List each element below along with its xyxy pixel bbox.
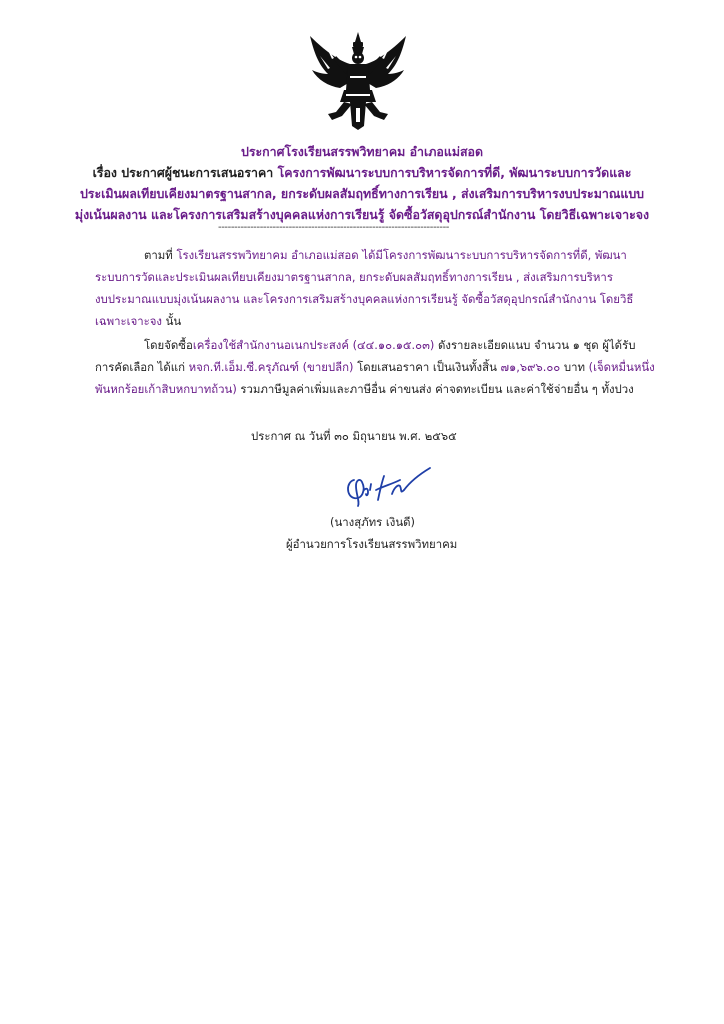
paragraph1-line1	[144, 245, 627, 266]
paragraph1-line2: ระบบการวัดและประเมินผลเทียบเคียงมาตรฐานสากล, ยกระดับผลสัมฤทธิ์ทางการเรียน , ส่งเสริมการบริหาร	[95, 270, 613, 284]
signer-title: ผู้อำนวยการโรงเรียนสรรพวิทยาคม	[286, 537, 458, 551]
p2-item: เครื่องใช้สำนักงานอเนกประสงค์ (๔๔.๑๐.๑๕.๐๓)	[192, 338, 435, 352]
p2-words1: (เจ็ดหมื่นหนึ่ง	[588, 360, 655, 374]
separator-line: ------------------------------------------------------------------------	[218, 222, 450, 233]
paragraph2-line2	[95, 357, 655, 378]
p2-vendor: หจก.ที.เอ็ม.ซี.ครุภัณฑ์ (ขายปลีก)	[188, 360, 354, 374]
subject-label: เรื่อง ประกาศผู้ชนะการเสนอราคา	[92, 165, 274, 180]
p2-l2-mid: โดยเสนอราคา เป็นเงินทั้งสิ้น	[357, 360, 497, 374]
subject-project-line3: มุ่งเน้นผลงาน และโครงการเสริมสร้างบุคคลแห่งการเรียนรู้ จัดซื้อวัสดุอุปกรณ์สำนักงาน โดยวิธีเฉพาะเจาะจง	[74, 207, 650, 222]
p2-rest: ดังรายละเอียดแนบ จำนวน ๑ ชุด ผู้ได้รับ	[437, 338, 636, 352]
p2-words2: พันหกร้อยเก้าสิบหกบาทถ้วน)	[95, 382, 237, 396]
p1-prefix: ตามที่	[144, 248, 173, 262]
announcement-title: ประกาศโรงเรียนสรรพวิทยาคม อำเภอแม่สอด	[240, 144, 484, 159]
garuda-emblem-icon	[306, 30, 410, 130]
subject-project-line1: โครงการพัฒนาระบบการบริหารจัดการที่ดี, พัฒนาระบบการวัดและ	[277, 165, 632, 180]
signature-icon	[340, 460, 432, 508]
paragraph1-line4	[95, 311, 181, 332]
paragraph1-line3: งบประมาณแบบมุ่งเน้นผลงาน และโครงการเสริมสร้างบุคคลแห่งการเรียนรู้ จัดซื้อวัสดุอุปกรณ์สำนักงาน โดยวิธี	[95, 292, 634, 306]
p2-l3-rest: รวมภาษีมูลค่าเพิ่มและภาษีอื่น ค่าขนส่ง ค่าจดทะเบียน และค่าใช้จ่ายอื่น ๆ ทั้งปวง	[240, 382, 634, 396]
p1-mid: ได้มีโครงการพัฒนาระบบการบริหารจัดการที่ดี, พัฒนา	[362, 248, 627, 262]
p1-school: โรงเรียนสรรพวิทยาคม อำเภอแม่สอด	[176, 248, 359, 262]
p1-l4-end: นั้น	[165, 314, 182, 328]
subject-project-line2: ประเมินผลเทียบเคียงมาตรฐานสากล, ยกระดับผลสัมฤทธิ์ทางการเรียน , ส่งเสริมการบริหารงบประมาณแบบ	[79, 186, 645, 201]
paragraph2-line3	[95, 379, 634, 400]
signer-name: (นางสุภัทร เงินดี)	[330, 515, 415, 529]
date-line	[251, 426, 457, 447]
announcement-subject	[60, 162, 664, 183]
p2-amount: ๗๑,๖๙๖.๐๐	[500, 360, 561, 374]
paragraph2-line1	[144, 335, 635, 356]
p2-baht: บาท	[563, 360, 585, 374]
p2-l2-prefix: การคัดเลือก ได้แก่	[95, 360, 186, 374]
date-prefix: ประกาศ ณ วันที่	[251, 429, 331, 443]
date-value: ๓๐ มิถุนายน พ.ศ. ๒๕๖๕	[334, 429, 457, 443]
p2-prefix: โดยจัดซื้อ	[144, 338, 193, 352]
p1-l4: เฉพาะเจาะจง	[95, 314, 162, 328]
